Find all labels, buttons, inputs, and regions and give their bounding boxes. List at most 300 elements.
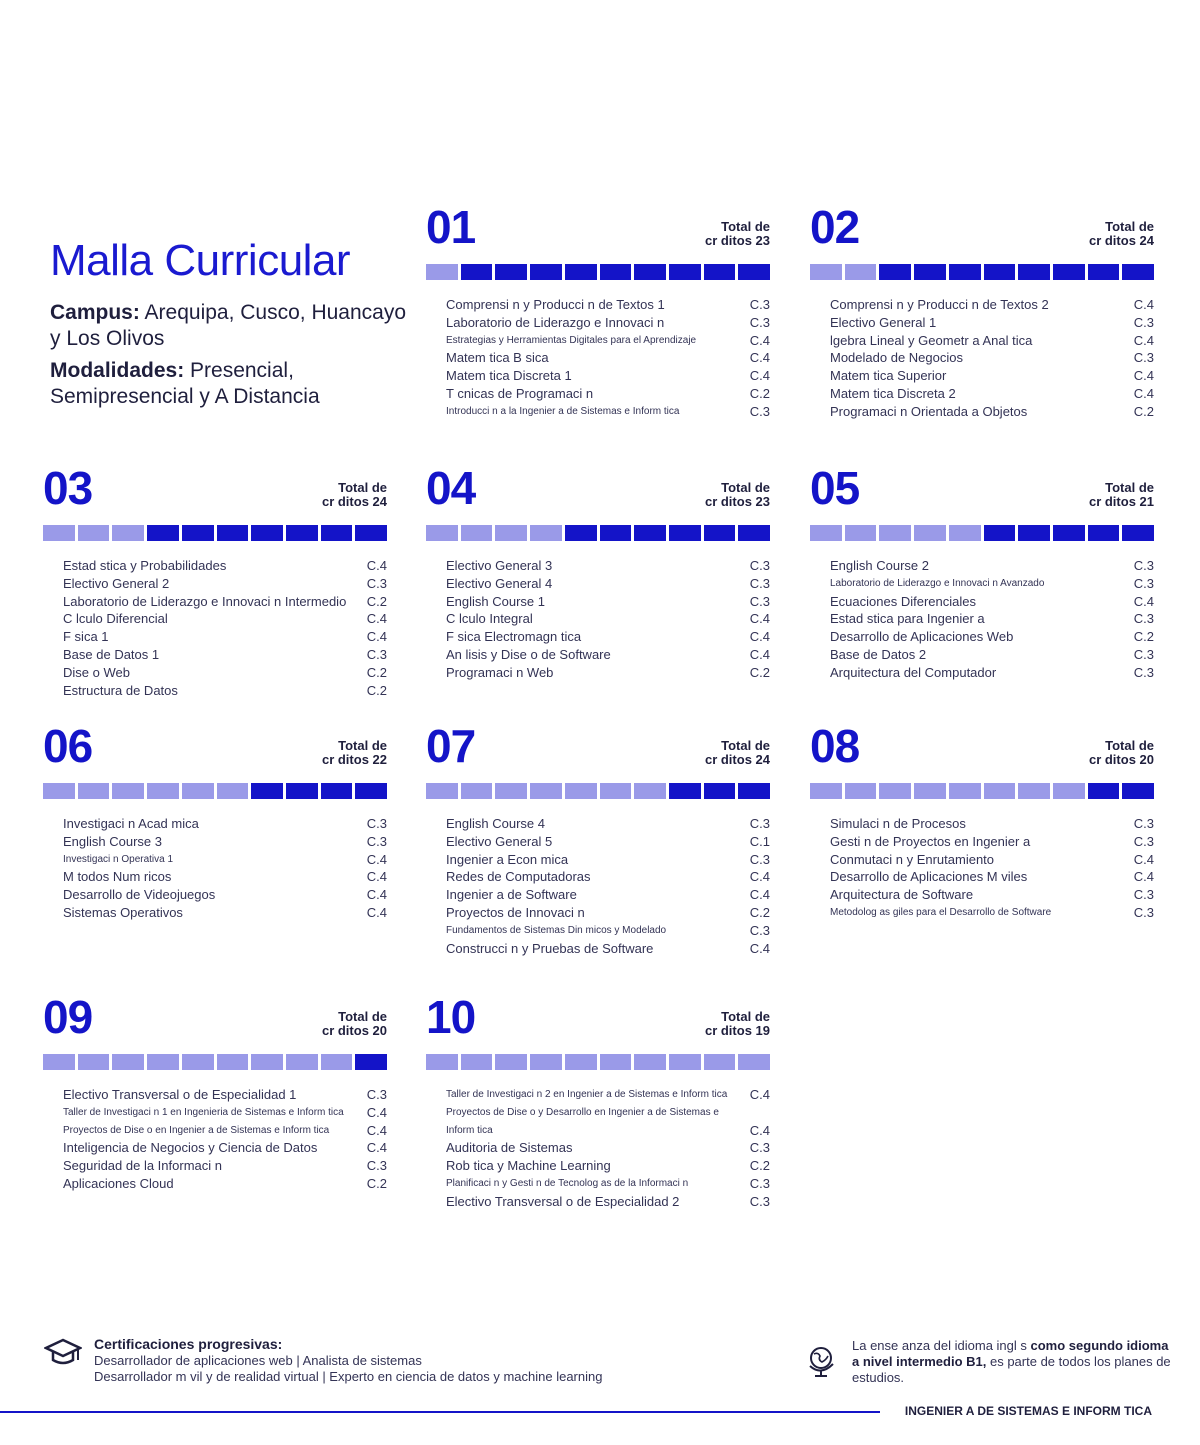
course-item (63, 1086, 387, 1104)
course-item (446, 349, 770, 367)
course-credits: C.3 (1133, 646, 1154, 662)
progress-cell (461, 783, 493, 799)
course-credits: C.3 (1133, 833, 1154, 849)
course-item (446, 385, 770, 403)
course-item (446, 332, 770, 350)
progress-cell (669, 1054, 701, 1070)
course-item (446, 646, 770, 664)
progress-cell (914, 525, 946, 541)
course-name: Desarrollo de Aplicaciones Web (830, 629, 1014, 645)
course-credits: C.3 (749, 403, 770, 419)
progress-cell (495, 783, 527, 799)
progress-bar (426, 264, 770, 280)
semester-number: 09 (43, 991, 93, 1043)
course-item (63, 815, 387, 833)
course-credits: C.4 (366, 869, 387, 885)
course-credits: C.4 (749, 611, 770, 627)
course-name: Matem tica Discreta 2 (830, 385, 956, 401)
course-item (830, 610, 1154, 628)
course-name: Laboratorio de Liderazgo e Innovaci n (446, 314, 665, 330)
course-name: Estrategias y Herramientas Digitales para el Aprendizaje (446, 334, 697, 346)
progress-cell (495, 1054, 527, 1070)
progress-cell (1018, 264, 1050, 280)
progress-cell (914, 783, 946, 799)
course-item (830, 646, 1154, 664)
course-name: Taller de Investigaci n 2 en Ingenier a de Sistemas e Inform tica (446, 1089, 728, 1100)
course-credits: C.3 (1133, 664, 1154, 680)
progress-cell (810, 783, 842, 799)
progress-cell (147, 1054, 179, 1070)
course-list (830, 557, 1154, 682)
course-item (446, 1104, 770, 1140)
course-item (830, 628, 1154, 646)
course-credits: C.1 (749, 833, 770, 849)
course-name: Aplicaciones Cloud (63, 1175, 174, 1191)
course-credits: C.4 (749, 350, 770, 366)
course-name: English Course 3 (63, 833, 162, 849)
course-credits: C.3 (749, 1193, 770, 1209)
progress-cell (810, 264, 842, 280)
course-item (63, 628, 387, 646)
progress-cell (600, 783, 632, 799)
course-name: Construcci n y Pruebas de Software (446, 940, 654, 956)
progress-cell (879, 525, 911, 541)
course-credits: C.4 (366, 904, 387, 920)
progress-bar (43, 1054, 387, 1070)
course-item (446, 664, 770, 682)
course-credits: C.4 (366, 629, 387, 645)
course-credits: C.3 (366, 646, 387, 662)
progress-cell (984, 264, 1016, 280)
progress-cell (669, 783, 701, 799)
course-credits: C.3 (366, 1158, 387, 1174)
language-text (852, 1338, 1172, 1386)
progress-bar (810, 264, 1154, 280)
course-item (446, 833, 770, 851)
progress-cell (949, 264, 981, 280)
course-item (446, 1193, 770, 1211)
course-name: Electivo General 4 (446, 575, 553, 591)
course-name: Desarrollo de Aplicaciones M viles (830, 869, 1028, 885)
footer-divider (0, 1411, 880, 1413)
course-credits: C.4 (1133, 869, 1154, 885)
progress-cell (634, 783, 666, 799)
progress-cell (1122, 525, 1154, 541)
course-name: Estad stica para Ingenier a (830, 611, 985, 627)
progress-bar (810, 525, 1154, 541)
progress-cell (426, 525, 458, 541)
progress-cell (426, 783, 458, 799)
course-name: Electivo General 1 (830, 314, 937, 330)
progress-cell (1053, 264, 1085, 280)
course-name: Electivo General 5 (446, 833, 553, 849)
progress-cell (738, 264, 770, 280)
progress-cell (600, 525, 632, 541)
progress-cell (530, 525, 562, 541)
modalities-value: Presencial, Semipresencial y A Distancia (50, 359, 320, 408)
modalities-info (50, 358, 410, 410)
course-item (830, 664, 1154, 682)
progress-cell (355, 783, 387, 799)
course-name: Ingenier a de Software (446, 887, 577, 903)
course-name: Programaci n Web (446, 664, 554, 680)
progress-cell (182, 1054, 214, 1070)
progress-cell (1088, 783, 1120, 799)
intro-block (50, 236, 410, 410)
progress-cell (530, 264, 562, 280)
course-name: English Course 1 (446, 593, 545, 609)
course-credits: C.4 (366, 558, 387, 573)
progress-cell (1053, 783, 1085, 799)
progress-cell (43, 1054, 75, 1070)
course-list (446, 1086, 770, 1211)
semester-total-credits (1089, 481, 1154, 509)
progress-cell (112, 525, 144, 541)
total-value: cr ditos 24 (321, 494, 387, 509)
progress-cell (495, 264, 527, 280)
course-name: Proyectos de Innovaci n (446, 904, 585, 920)
course-credits: C.4 (1133, 385, 1154, 401)
course-item (446, 314, 770, 332)
progress-cell (845, 783, 877, 799)
course-name: Laboratorio de Liderazgo e Innovaci n Intermedio (63, 593, 347, 609)
course-item (446, 628, 770, 646)
course-credits: C.3 (1133, 575, 1154, 591)
course-name: Programaci n Orientada a Objetos (830, 403, 1028, 419)
course-credits: C.2 (366, 593, 387, 609)
course-name: T cnicas de Programaci n (446, 385, 594, 401)
course-credits: C.3 (366, 833, 387, 849)
progress-cell (251, 525, 283, 541)
course-name: Electivo General 2 (63, 575, 170, 591)
page-title: Malla Curricular (50, 236, 351, 285)
course-credits: C.3 (1133, 350, 1154, 366)
course-credits: C.4 (366, 851, 387, 867)
course-name: Taller de Investigaci n 1 en Ingenieria de Sistemas e Inform tica (63, 1106, 344, 1118)
course-item (830, 296, 1154, 314)
course-credits: C.4 (1133, 851, 1154, 867)
certifications-line-1: Desarrollador de aplicaciones web | Analista de sistemas (94, 1353, 422, 1368)
semester-number: 01 (426, 201, 476, 253)
course-name: Comprensi n y Producci n de Textos 2 (830, 297, 1049, 312)
course-credits: C.3 (749, 558, 770, 573)
course-credits: C.3 (1133, 904, 1154, 920)
language-text-bold: como segundo idioma a nivel intermedio B1, (852, 1338, 1169, 1369)
progress-cell (704, 525, 736, 541)
progress-cell (286, 1054, 318, 1070)
certifications-line-2: Desarrollador m vil y de realidad virtual | Experto en ciencia de datos y machine learning (94, 1369, 603, 1384)
course-item (830, 593, 1154, 611)
progress-cell (1088, 264, 1120, 280)
semester-number: 05 (810, 462, 860, 514)
progress-cell (147, 783, 179, 799)
course-name: Redes de Computadoras (446, 869, 591, 885)
progress-cell (845, 264, 877, 280)
course-item (446, 1086, 770, 1104)
course-item (446, 904, 770, 922)
semester-total-credits (1089, 220, 1154, 248)
total-value: cr ditos 24 (704, 752, 770, 767)
total-value: cr ditos 23 (704, 494, 770, 509)
course-credits: C.3 (749, 816, 770, 831)
progress-cell (704, 783, 736, 799)
course-credits: C.4 (749, 1122, 770, 1138)
course-item (63, 682, 387, 700)
progress-cell (286, 525, 318, 541)
course-name: Investigaci n Operativa 1 (63, 853, 174, 865)
course-name: An lisis y Dise o de Software (446, 646, 611, 662)
total-label: Total de (721, 480, 770, 495)
graduation-cap-icon (44, 1338, 82, 1368)
course-item (446, 610, 770, 628)
progress-cell (565, 525, 597, 541)
total-label: Total de (1105, 219, 1154, 234)
course-name: F sica 1 (63, 629, 109, 645)
course-credits: C.3 (366, 816, 387, 831)
progress-bar (43, 525, 387, 541)
progress-cell (704, 1054, 736, 1070)
course-name: Matem tica Discreta 1 (446, 368, 572, 384)
progress-cell (738, 525, 770, 541)
course-name: F sica Electromagn tica (446, 629, 582, 645)
course-name: Laboratorio de Liderazgo e Innovaci n Avanzado (830, 577, 1045, 589)
course-item (830, 332, 1154, 350)
course-credits: C.3 (749, 593, 770, 609)
semester-number: 07 (426, 720, 476, 772)
course-item (830, 815, 1154, 833)
course-name: Base de Datos 1 (63, 646, 160, 662)
progress-cell (321, 525, 353, 541)
progress-cell (949, 783, 981, 799)
semester-number: 08 (810, 720, 860, 772)
total-value: cr ditos 23 (704, 233, 770, 248)
semester-total-credits (322, 481, 387, 509)
course-credits: C.2 (749, 904, 770, 920)
course-credits: C.4 (749, 368, 770, 384)
campus-info (50, 300, 410, 352)
total-label: Total de (721, 219, 770, 234)
course-item (830, 367, 1154, 385)
course-item (830, 904, 1154, 922)
progress-cell (426, 1054, 458, 1070)
course-credits: C.3 (1133, 558, 1154, 573)
course-item (63, 1157, 387, 1175)
progress-cell (321, 1054, 353, 1070)
progress-cell (426, 264, 458, 280)
progress-cell (634, 525, 666, 541)
course-name: Sistemas Operativos (63, 904, 183, 920)
total-value: cr ditos 24 (1088, 233, 1154, 248)
total-value: cr ditos 20 (1088, 752, 1154, 767)
course-credits: C.4 (749, 646, 770, 662)
course-name: Estad stica y Probabilidades (63, 558, 227, 573)
course-credits: C.4 (1133, 593, 1154, 609)
course-item (830, 886, 1154, 904)
progress-cell (217, 525, 249, 541)
course-item (446, 593, 770, 611)
course-name: lgebra Lineal y Geometr a Anal tica (830, 332, 1033, 348)
course-item (63, 886, 387, 904)
course-credits: C.4 (366, 1122, 387, 1138)
course-item (830, 314, 1154, 332)
course-item (446, 922, 770, 940)
total-value: cr ditos 22 (321, 752, 387, 767)
course-item (446, 575, 770, 593)
progress-cell (565, 783, 597, 799)
course-name: M todos Num ricos (63, 869, 172, 885)
progress-cell (355, 1054, 387, 1070)
progress-cell (217, 783, 249, 799)
course-item (446, 296, 770, 314)
progress-cell (112, 783, 144, 799)
course-name: Seguridad de la Informaci n (63, 1158, 222, 1174)
course-item (830, 403, 1154, 421)
course-item (446, 940, 770, 958)
course-item (63, 1122, 387, 1140)
course-name: Arquitectura de Software (830, 887, 974, 903)
course-name: English Course 2 (830, 558, 929, 573)
course-credits: C.4 (749, 869, 770, 885)
total-value: cr ditos 21 (1088, 494, 1154, 509)
course-item (63, 833, 387, 851)
course-item (830, 833, 1154, 851)
course-name: Conmutaci n y Enrutamiento (830, 851, 995, 867)
progress-cell (1088, 525, 1120, 541)
course-name: Matem tica B sica (446, 350, 549, 366)
course-item (63, 664, 387, 682)
course-credits: C.3 (749, 314, 770, 330)
course-name: Auditoria de Sistemas (446, 1140, 573, 1156)
course-credits: C.3 (1133, 816, 1154, 831)
course-name: Electivo Transversal o de Especialidad 2 (446, 1193, 680, 1209)
course-credits: C.2 (1133, 629, 1154, 645)
course-item (446, 868, 770, 886)
semester-total-credits (705, 220, 770, 248)
course-name: Simulaci n de Procesos (830, 816, 966, 831)
progress-cell (495, 525, 527, 541)
progress-cell (738, 783, 770, 799)
course-list (63, 815, 387, 922)
course-item (63, 904, 387, 922)
total-label: Total de (338, 738, 387, 753)
course-credits: C.4 (749, 1087, 770, 1102)
course-name: Desarrollo de Videojuegos (63, 887, 216, 903)
course-credits: C.3 (749, 851, 770, 867)
course-list (63, 1086, 387, 1193)
course-credits: C.4 (749, 332, 770, 348)
semester-number: 10 (426, 991, 476, 1043)
progress-cell (78, 1054, 110, 1070)
course-list (63, 557, 387, 699)
course-list (446, 296, 770, 421)
progress-bar (426, 783, 770, 799)
course-credits: C.2 (749, 664, 770, 680)
total-label: Total de (338, 1009, 387, 1024)
progress-bar (426, 525, 770, 541)
course-credits: C.4 (366, 1104, 387, 1120)
progress-cell (669, 525, 701, 541)
progress-cell (810, 525, 842, 541)
total-label: Total de (1105, 738, 1154, 753)
course-item (63, 593, 387, 611)
course-name: Fundamentos de Sistemas Din micos y Modelado (446, 924, 667, 936)
course-item (446, 1139, 770, 1157)
progress-cell (112, 1054, 144, 1070)
course-name: Modelado de Negocios (830, 350, 963, 366)
progress-cell (845, 525, 877, 541)
language-text-pre: La ense anza del idioma ingl s (852, 1338, 1031, 1353)
course-credits: C.4 (749, 629, 770, 645)
progress-cell (461, 264, 493, 280)
total-label: Total de (721, 1009, 770, 1024)
course-credits: C.4 (1133, 368, 1154, 384)
course-credits: C.2 (749, 1158, 770, 1174)
progress-cell (461, 1054, 493, 1070)
progress-cell (147, 525, 179, 541)
semester-total-credits (1089, 739, 1154, 767)
course-credits: C.4 (749, 940, 770, 956)
progress-cell (321, 783, 353, 799)
course-list (446, 815, 770, 957)
course-item (830, 851, 1154, 869)
progress-cell (1122, 264, 1154, 280)
course-list (830, 815, 1154, 922)
progress-bar (43, 783, 387, 799)
course-credits: C.3 (1133, 314, 1154, 330)
course-name: Matem tica Superior (830, 368, 947, 384)
progress-cell (182, 525, 214, 541)
course-credits: C.3 (1133, 611, 1154, 627)
progress-cell (1018, 783, 1050, 799)
course-item (446, 1157, 770, 1175)
campus-value: Arequipa, Cusco, Huancayo y Los Olivos (50, 301, 407, 350)
progress-cell (600, 1054, 632, 1070)
course-item (63, 610, 387, 628)
course-item (446, 557, 770, 575)
progress-cell (461, 525, 493, 541)
progress-cell (565, 264, 597, 280)
course-item (63, 646, 387, 664)
course-name: Investigaci n Acad mica (63, 816, 199, 831)
course-credits: C.3 (749, 575, 770, 591)
course-name: Rob tica y Machine Learning (446, 1158, 611, 1174)
progress-cell (530, 1054, 562, 1070)
semester-total-credits (705, 481, 770, 509)
progress-cell (565, 1054, 597, 1070)
course-credits: C.2 (366, 1175, 387, 1191)
course-item (446, 886, 770, 904)
course-credits: C.4 (366, 611, 387, 627)
course-name: Proyectos de Dise o y Desarrollo en Ingenier a de Sistemas e Inform tica (446, 1106, 719, 1136)
course-name: Introducci n a la Ingenier a de Sistemas e Inform tica (446, 405, 680, 417)
progress-cell (634, 264, 666, 280)
career-name: INGENIER A DE SISTEMAS E INFORM TICA (904, 1404, 1152, 1418)
course-credits: C.4 (1133, 297, 1154, 312)
progress-cell (182, 783, 214, 799)
progress-cell (1018, 525, 1050, 541)
course-item (63, 1175, 387, 1193)
course-name: Base de Datos 2 (830, 646, 927, 662)
course-item (830, 868, 1154, 886)
course-name: English Course 4 (446, 816, 545, 831)
course-credits: C.2 (366, 664, 387, 680)
total-value: cr ditos 20 (321, 1023, 387, 1038)
semester-number: 03 (43, 462, 93, 514)
semester-number: 04 (426, 462, 476, 514)
course-name: Electivo Transversal o de Especialidad 1 (63, 1087, 297, 1102)
progress-cell (43, 525, 75, 541)
progress-cell (634, 1054, 666, 1070)
